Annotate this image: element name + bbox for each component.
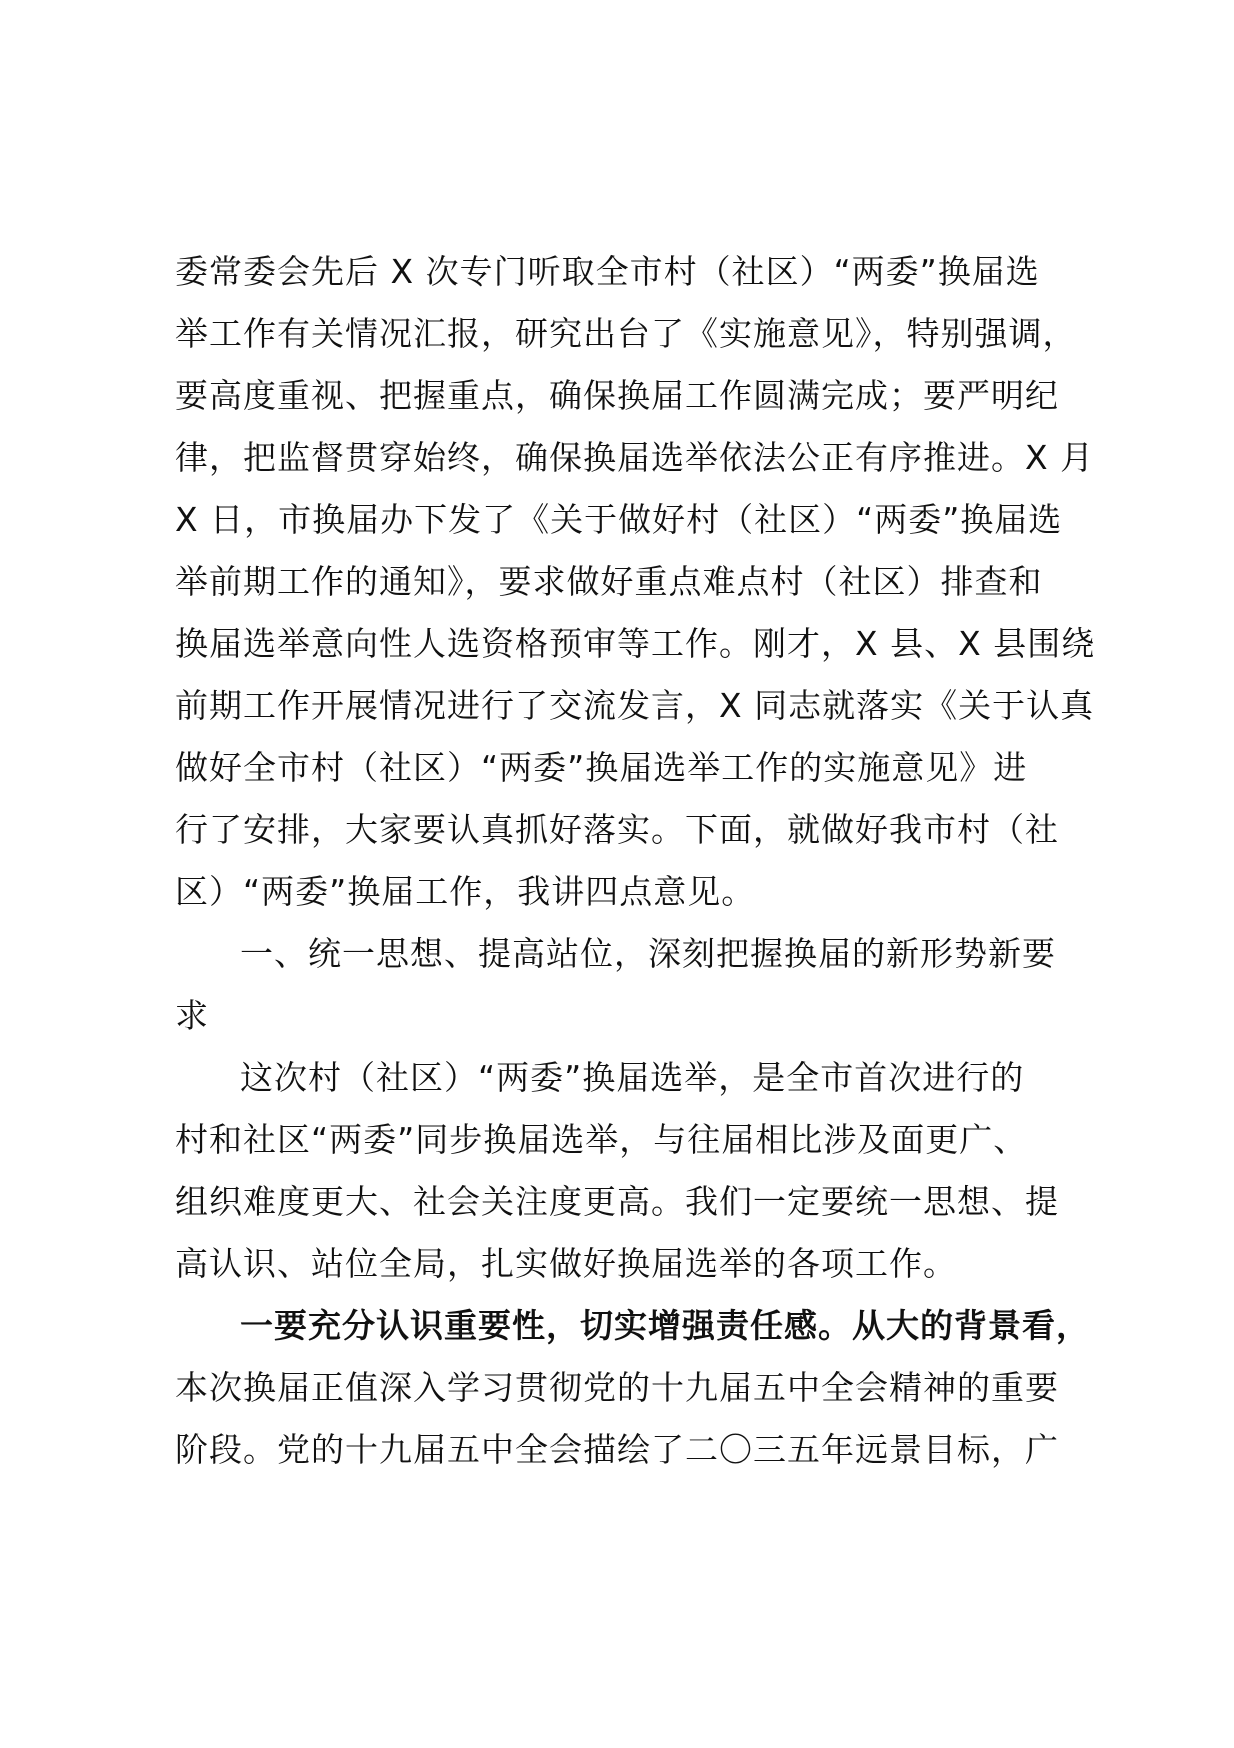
body-line: 换届选举意向性人选资格预审等工作。刚才，X 县、X 县围绕 [175, 624, 1096, 663]
body-line: 村和社区“两委”同步换届选举，与往届相比涉及面更广、 [175, 1120, 1028, 1159]
body-line: 阶段。党的十九届五中全会描绘了二〇三五年远景目标，广 [175, 1430, 1059, 1469]
body-line: 区）“两委”换届工作，我讲四点意见。 [175, 872, 756, 911]
body-line: 组织难度更大、社会关注度更高。我们一定要统一思想、提 [175, 1182, 1059, 1221]
section-heading-continued: 求 [175, 996, 209, 1035]
body-line: 律，把监督贯穿始终，确保换届选举依法公正有序推进。X 月 [175, 438, 1095, 477]
body-line: 这次村（社区）“两委”换届选举，是全市首次进行的 [240, 1058, 1025, 1097]
section-heading: 一、统一思想、提高站位，深刻把握换届的新形势新要 [240, 934, 1056, 973]
body-line: 前期工作开展情况进行了交流发言，X 同志就落实《关于认真 [175, 686, 1095, 725]
body-line: 本次换届正值深入学习贯彻党的十九届五中全会精神的重要 [175, 1368, 1059, 1407]
body-line: 做好全市村（社区）“两委”换届选举工作的实施意见》进 [175, 748, 1028, 787]
body-line: X 日，市换届办下发了《关于做好村（社区）“两委”换届选 [175, 500, 1063, 539]
body-line: 行了安排，大家要认真抓好落实。下面，就做好我市村（社 [175, 810, 1059, 849]
body-line: 委常委会先后 X 次专门听取全市村（社区）“两委”换届选 [175, 252, 1040, 291]
body-line: 高认识、站位全局，扎实做好换届选举的各项工作。 [175, 1244, 957, 1283]
body-line: 举前期工作的通知》，要求做好重点难点村（社区）排查和 [175, 562, 1043, 601]
bold-lead-line: 一要充分认识重要性，切实增强责任感。从大的背景看， [240, 1306, 1090, 1345]
body-line: 要高度重视、把握重点，确保换届工作圆满完成；要严明纪 [175, 376, 1059, 415]
body-line: 举工作有关情况汇报，研究出台了《实施意见》，特别强调， [175, 314, 1077, 353]
